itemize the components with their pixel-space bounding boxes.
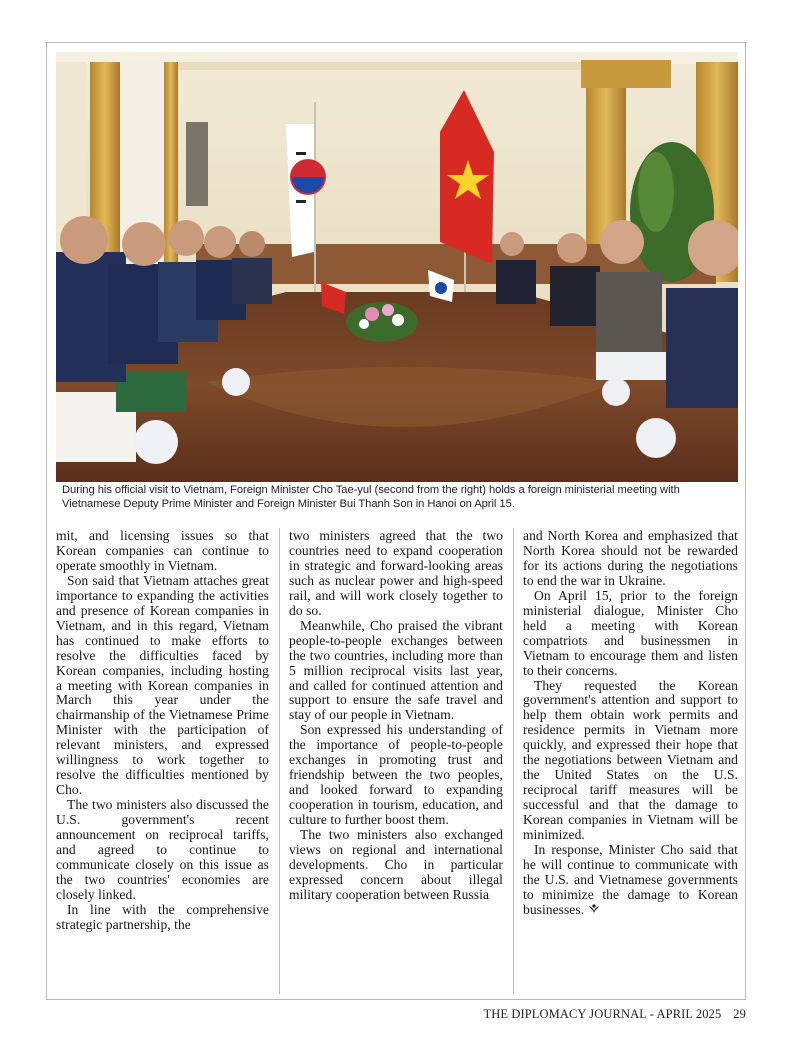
article-column-3: [523, 529, 738, 918]
meeting-photo: [56, 52, 738, 482]
article-column-2: [289, 529, 503, 903]
photo-caption: During his official visit to Vietnam, Foreign Minister Cho Tae-yul (second from the right) holds a foreign ministerial meeting with Vietnamese Deputy Prime Minister and Foreign Minister Bui Thanh Son in Hanoi on April 15.: [62, 484, 680, 510]
column-divider: [513, 528, 514, 994]
page-number: 29: [733, 1007, 746, 1021]
paragraph: two ministers agreed that the two countries need to expand cooperation in strategic and forward-looking areas such as nuclear power and high-speed rail, and will work closely together to do so.: [289, 528, 503, 618]
paragraph: In line with the comprehensive strategic partnership, the: [56, 901, 269, 932]
article-column-1: [56, 529, 269, 933]
column-divider: [279, 528, 280, 994]
publication-name: THE DIPLOMACY JOURNAL - APRIL 2025: [483, 1007, 722, 1021]
paragraph: On April 15, prior to the foreign ministerial dialogue, Minister Cho held a meeting with Korean compatriots and businessmen in Vietnam to encourage them and listen to their concerns.: [523, 587, 738, 678]
floral-end-mark-icon: [588, 903, 600, 915]
paragraph-text: In response, Minister Cho said that he will continue to communicate with the U.S. and Vietnamese governments to minimize the damage to Korean businesses.: [523, 842, 738, 917]
paragraph-last: [523, 843, 738, 918]
page-footer: [484, 1007, 746, 1022]
paragraph: The two ministers also discussed the U.S. government's recent announcement on reciprocal tariffs, and agreed to continue to communicate closely on this issue as the two countries' economies are closely linked.: [56, 797, 269, 902]
paragraph: and North Korea and emphasized that North Korea should not be rewarded for its actions during the negotiations to end the war in Ukraine.: [523, 528, 738, 588]
paragraph: Son said that Vietnam attaches great importance to expanding the activities and presence of Korean companies in Vietnam, and in this regard, Vietnam has continued to make efforts to resolve the difficulties faced by Korean companies, including hosting a meeting with Korean companies in March this year under the chairmanship of the Vietnamese Prime Minister with the participation of relevant ministers, and expressed willingness to work together to resolve the difficulties mentioned by Cho.: [56, 572, 269, 798]
paragraph: mit, and licensing issues so that Korean companies can continue to operate smoothly in Vietnam.: [56, 528, 269, 573]
paragraph: The two ministers also exchanged views on regional and international developments. Cho in particular expressed concern about illegal military cooperation between Russia: [289, 827, 503, 902]
paragraph: Son expressed his understanding of the importance of people-to-people exchanges in promoting trust and friendship between the two peoples, and looked forward to expanding cooperation in tourism, education, and culture to further boost them.: [289, 722, 503, 828]
paragraph: They requested the Korean government's attention and support to help them obtain work permits and residence permits in Vietnam more quickly, and expressed their hope that the negotiations between Vietnam and the United States on the U.S. reciprocal tariff measures will be successful and that the damage to Korean companies in Vietnam will be minimized.: [523, 677, 738, 843]
paragraph: Meanwhile, Cho praised the vibrant people-to-people exchanges between the two countries, including more than 5 million reciprocal visits last year, and called for continued attention and support to ensure the safe travel and stay of our people in Vietnam.: [289, 617, 503, 723]
